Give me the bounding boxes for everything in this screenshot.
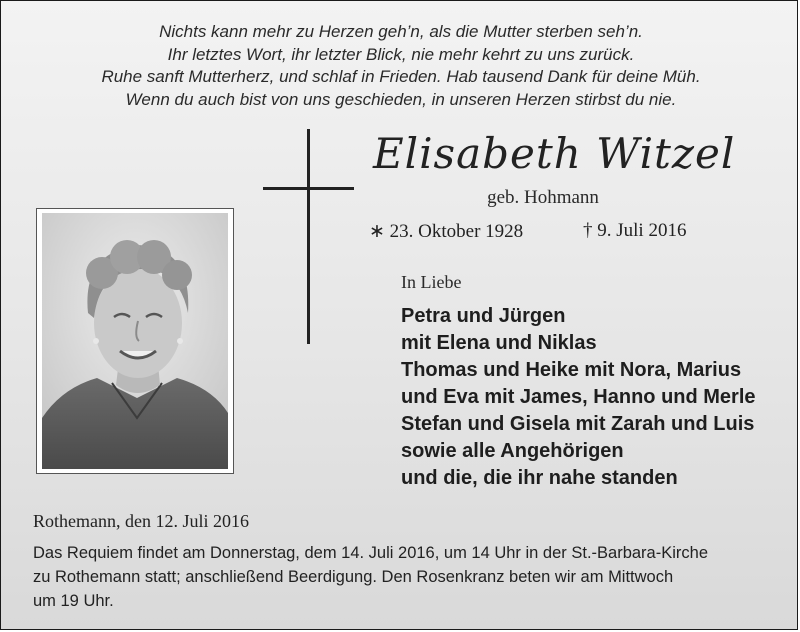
mourners-intro: In Liebe	[401, 272, 462, 292]
deceased-name: Elisabeth Witzel	[373, 129, 736, 178]
mourner-line: sowie alle Angehörigen	[401, 440, 624, 462]
requiem-line: um 19 Uhr.	[33, 592, 114, 610]
birth-name: geb. Hohmann	[487, 187, 599, 208]
portrait-photo	[42, 213, 228, 469]
place-and-date: Rothemann, den 12. Juli 2016	[33, 511, 249, 531]
poem-line: Ihr letztes Wort, ihr letzter Blick, nie mehr kehrt zu uns zurück.	[167, 44, 635, 64]
mourners-list	[401, 303, 756, 492]
cross-icon-vertical	[307, 129, 310, 344]
death-date: † 9. Juli 2016	[583, 220, 687, 241]
poem-line: Ruhe sanft Mutterherz, und schlaf in Frieden. Hab tausend Dank für deine Müh.	[101, 67, 701, 86]
poem-line: Wenn du auch bist von uns geschieden, in unseren Herzen stirbst du nie.	[125, 89, 677, 109]
mourner-line: mit Elena und Niklas	[401, 332, 597, 354]
mourner-line: Thomas und Heike mit Nora, Marius	[401, 359, 742, 381]
requiem-line: zu Rothemann statt; anschließend Beerdigung. Den Rosenkranz beten wir am Mittwoch	[33, 568, 674, 586]
cross-icon-horizontal	[263, 187, 354, 190]
requiem-notice	[33, 541, 773, 613]
poem-line: Nichts kann mehr zu Herzen geh’n, als die Mutter sterben seh’n.	[159, 22, 643, 41]
requiem-line: Das Requiem findet am Donnerstag, dem 14. Juli 2016, um 14 Uhr in der St.-Barbara-Kirche	[33, 544, 708, 562]
poem	[61, 21, 741, 111]
mourner-line: Stefan und Gisela mit Zarah und Luis	[401, 413, 755, 435]
portrait-frame	[36, 208, 234, 474]
mourner-line: Petra und Jürgen	[401, 305, 566, 327]
mourner-line: und die, die ihr nahe standen	[401, 467, 678, 489]
mourner-line: und Eva mit James, Hanno und Merle	[401, 386, 756, 408]
portrait-image	[42, 213, 228, 469]
birth-date: ∗ 23. Oktober 1928	[369, 221, 524, 242]
